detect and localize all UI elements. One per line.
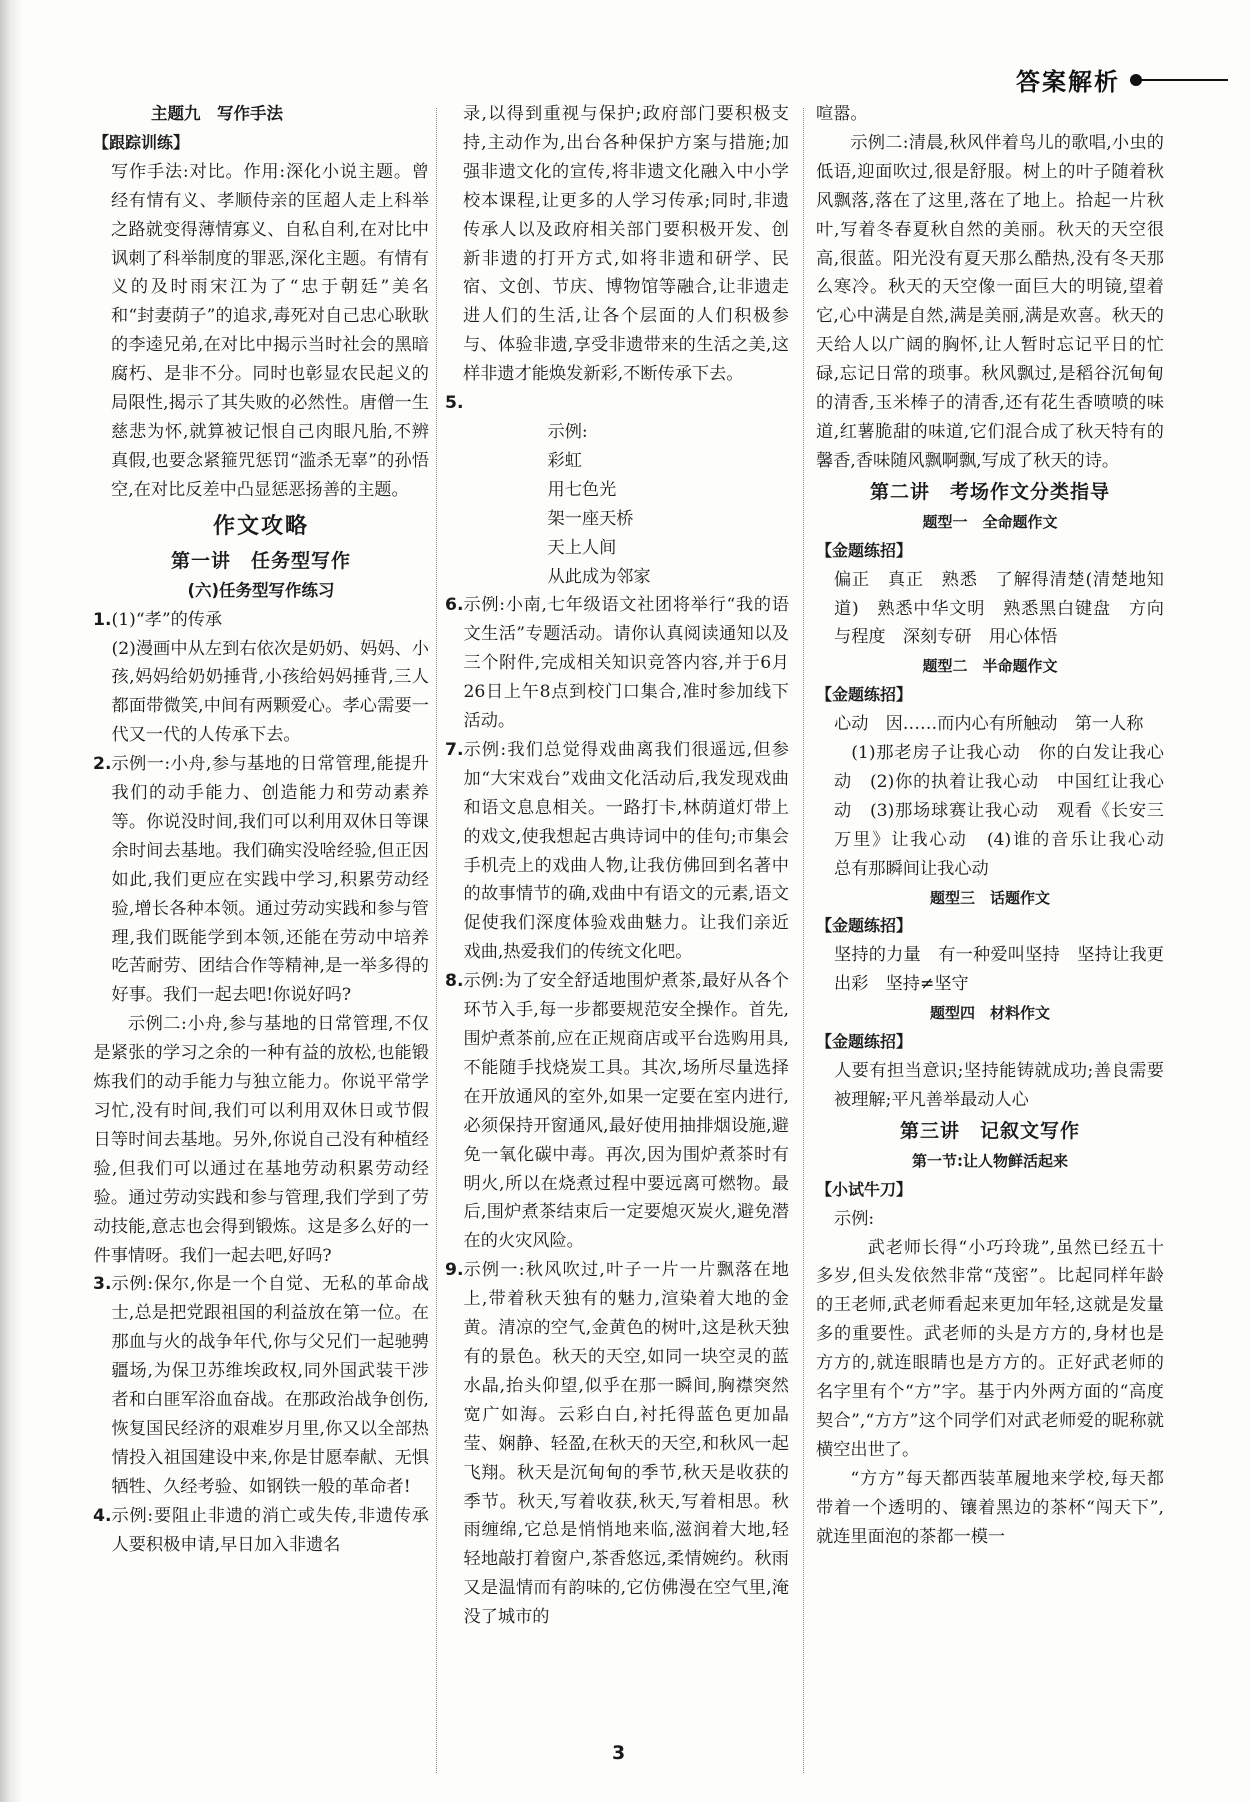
poem-line: 架一座天桥: [547, 508, 634, 529]
answer-text: 人要有担当意识;坚持能铸就成功;善良需要被理解;平凡善举最动人心: [834, 1061, 1164, 1110]
question-item: [93, 1502, 429, 1560]
type-heading: 题型一 全命题作文: [922, 512, 1058, 531]
question-number: 6.: [445, 595, 464, 616]
type-heading: 题型三 话题作文: [929, 888, 1050, 907]
answer-text: 武老师长得“小巧玲珑”,虽然已经五十多岁,但头发依然非常“茂密”。比起同样年龄的王老师,武老师看起来更加年轻,这就是发量多的重要性。武老师的头是方方的,身材也是方方的,就连眼睛也是方方的。正好武老师的名字里有个“方”字。基于内外两方面的“高度契合”,“方方”这个同学们对武老师爱的昵称就横空出世了。: [816, 1237, 1164, 1460]
question-number: 8.: [445, 971, 464, 992]
type-heading: 题型四 材料作文: [929, 1004, 1050, 1023]
question-number: 4.: [93, 1505, 112, 1526]
page-header: [1016, 62, 1228, 97]
question-number: 3.: [93, 1274, 112, 1295]
question-item: [445, 967, 789, 1256]
answer-text: 示例:保尔,你是一个自觉、无私的革命战士,总是把党跟祖国的利益放在第一位。在那血与火的战争年代,你与父兄们一起驰骋疆场,为保卫苏维埃政权,同外国武装干涉者和白匪军浴血奋战。在那政治战争创伤,恢复国民经济的艰难岁月里,你又以全部热情投入祖国建设中来,你是甘愿奉献、无惧牺牲、久经考验、如钢铁一般的革命者!: [111, 1274, 429, 1497]
practice-tag: 【金题练招】: [816, 540, 913, 560]
exercise-subtitle: (六)任务型写作练习: [187, 580, 335, 600]
question-item: [445, 1256, 789, 1632]
lecture-title: 第二讲 考场作文分类指导: [869, 480, 1110, 503]
practice-tag: 【小试牛刀】: [816, 1179, 913, 1199]
answer-text: 坚持的力量 有一种爱叫坚持 坚持让我更出彩 坚持≠坚守: [834, 945, 1164, 995]
answer-text: (1)那老房子让我心动 你的白发让我心动 (2)你的执着让我心动 中国红让我心动 (3)那场球赛让我心动 观看《长安三万里》让我心动 (4)谁的音乐让我心动 总有那瞬间让我心动: [834, 743, 1182, 879]
lecture-title: 第三讲 记叙文写作: [899, 1119, 1080, 1142]
section-heading: 第一节:让人物鲜活起来: [912, 1151, 1068, 1170]
book-binding-shadow: [0, 0, 22, 1802]
answer-text: 示例二:清晨,秋风伴着鸟儿的歌唱,小虫的低语,迎面吹过,很是舒服。树上的叶子随着秋风飘落,落在了这里,落在了地上。拾起一片秋叶,写着冬春夏秋自然的美丽。秋天的天空很高,很蓝。阳光没有夏天那么酷热,没有冬天那么寒冷。秋天的天空像一面巨大的明镜,望着它,心中满是自然,满是美丽,满是欢喜。秋天的天给人以广阔的胸怀,让人暂时忘记平日的忙碌,忘记日常的琐事。秋风飘过,是稻谷沉甸甸的清香,玉米棒子的清香,还有花生香喷喷的味道,红薯脆甜的味道,它们混合成了秋天特有的馨香,香味随风飘啊飘,写成了秋天的诗。: [816, 132, 1164, 471]
column-divider: [436, 108, 437, 1773]
page-number: 3: [612, 1742, 626, 1764]
column-middle: [445, 100, 789, 1632]
answer-text: 偏正 真正 熟悉 了解得清楚(清楚地知道) 熟悉中华文明 熟悉黑白键盘 方向与程度 深刻专研 用心体悟: [834, 569, 1164, 648]
answer-text: 录,以得到重视与保护;政府部门要积极支持,主动作为,出台各种保护方案与措施;加强非遗文化的宣传,将非遗文化融入中小学校本课程,让更多的人学习传承;同时,非遗传承人以及政府相关部门要积极开发、创新非遗的打开方式,如将非遗和研学、民宿、文创、节庆、博物馆等融合,让非遗走进人们的生活,让各个层面的人们积极参与、体验非遗,享受非遗带来的生活之美,这样非遗才能焕发新彩,不断传承下去。: [463, 104, 789, 385]
section-title: 作文攻略: [212, 513, 309, 539]
tracking-answer: 写作手法:对比。作用:深化小说主题。曾经有情有义、孝顺侍亲的匡超人走上科举之路就变得薄情寡义、自私自利,在对比中讽刺了科举制度的罪恶,深化主题。有情有义的及时雨宋江为了“忠于朝廷”美名和“封妻荫子”的追求,毒死对自己忠心耿耿的李逵兄弟,在对比中揭示当时社会的黑暗腐朽、是非不分。同时也彰显农民起义的局限性,揭示了其失败的必然性。唐僧一生慈悲为怀,就算被记恨自己肉眼凡胎,不辨真假,也要念紧箍咒惩罚“滥杀无辜”的孙悟空,在对比反差中凸显惩恶扬善的主题。: [111, 161, 429, 500]
answer-text: “方方”每天都西装革履地来学校,每天都带着一个透明的、镶着黑边的茶杯“闯天下”,就连里面泡的茶都一模一: [816, 1468, 1164, 1547]
question-number: 9.: [445, 1260, 464, 1281]
type-heading: 题型二 半命题作文: [922, 657, 1058, 676]
question-item: [93, 1270, 429, 1501]
question-number: 2.: [93, 754, 112, 775]
answer-text: (2)漫画中从左到右依次是奶奶、妈妈、小孩,妈妈给奶奶捶背,小孩给妈妈捶背,三人都面带微笑,中间有两颗爱心。孝心需要一代又一代的人传承下去。: [111, 638, 429, 746]
question-item: [93, 606, 429, 751]
header-title: 答案解析: [1016, 68, 1120, 96]
practice-tag: 【金题练招】: [816, 685, 913, 705]
answer-text: 喧嚣。: [816, 104, 868, 124]
poem-line: 从此成为邻家: [547, 566, 651, 587]
lecture-title: 第一讲 任务型写作: [170, 549, 351, 572]
practice-tag: 【金题练招】: [816, 916, 913, 936]
poem-line: 示例:: [547, 421, 588, 442]
poem: [464, 418, 790, 591]
poem-line: 用七色光: [547, 479, 617, 500]
tracking-training-tag: 【跟踪训练】: [93, 132, 190, 152]
example-label: 示例:: [834, 1208, 875, 1229]
question-number: 1.: [93, 609, 112, 630]
column-left: [93, 100, 429, 1560]
answer-text: 示例一:秋风吹过,叶子一片一片飘落在地上,带着秋天独有的魅力,渲染着大地的金黄。清凉的空气,金黄色的树叶,这是秋天独有的景色。秋天的天空,如同一块空灵的蓝水晶,抬头仰望,似乎在那一瞬间,胸襟突然宽广如海。云彩白白,衬托得蓝色更加晶莹、娴静、轻盈,在秋天的天空,和秋风一起飞翔。秋天是沉甸甸的季节,秋天是收获的季节。秋天,写着收获,秋天,写着相思。秋雨缠绵,它总是悄悄地来临,滋润着大地,轻轻地敲打着窗户,茶香悠远,柔情婉约。秋雨又是温情而有韵味的,它仿佛漫在空气里,淹没了城市的: [463, 1260, 789, 1628]
answer-text: 示例:为了安全舒适地围炉煮茶,最好从各个环节入手,每一步都要规范安全操作。首先,围炉煮茶前,应在正规商店或平台选购用具,不能随手找烧炭工具。其次,场所尽量选择在开放通风的室外,如果一定要在室内进行,必须保持开窗通风,最好使用抽排烟设施,避免一氧化碳中毒。再次,因为围炉煮茶时有明火,所以在烧煮过程中要远离可燃物。最后,围炉煮茶结束后一定要熄灭炭火,避免潜在的火灾风险。: [463, 971, 789, 1252]
answer-text: 示例:我们总觉得戏曲离我们很遥远,但参加“大宋戏台”戏曲文化活动后,我发现戏曲和语文息息相关。一路打卡,林荫道灯带上的戏文,使我想起古典诗词中的佳句;市集会手机壳上的戏曲人物,让我仿佛回到名著中的故事情节的确,戏曲中有语文的元素,语文促使我们深度体验戏曲魅力。让我们亲近戏曲,热爱我们的传统文化吧。: [463, 739, 789, 963]
header-dot-icon: [1130, 74, 1142, 86]
answer-text: 示例:小南,七年级语文社团将举行“我的语文生活”专题活动。请你认真阅读通知以及三个附件,完成相关知识竞答内容,并于6月26日上午8点到校门口集合,准时参加线下活动。: [463, 595, 789, 732]
column-divider: [803, 108, 804, 1773]
column-right: [816, 100, 1182, 1552]
answer-text: 示例二:小舟,参与基地的日常管理,不仅是紧张的学习之余的一种有益的放松,也能锻炼我们的动手能力与独立能力。你说平常学习忙,没有时间,我们可以利用双休日或节假日等时间去基地。另外,你说自己没有种植经验,但我们可以通过在基地劳动积累劳动经验。通过劳动实践和参与管理,我们学到了劳动技能,意志也会得到锻炼。这是多么好的一件事情呀。我们一起去吧,好吗?: [93, 1014, 429, 1266]
answer-text: 心动 因……而内心有所触动 第一人称: [834, 714, 1144, 735]
question-item: [445, 736, 789, 967]
poem-line: 天上人间: [547, 537, 617, 558]
practice-tag: 【金题练招】: [816, 1032, 913, 1052]
question-number: 5.: [445, 393, 464, 414]
answer-text: (1)“孝”的传承: [111, 609, 223, 630]
answer-text: 示例一:小舟,参与基地的日常管理,能提升我们的动手能力、创造能力和劳动素养等。你说没时间,我们可以利用双休日等课余时间去基地。我们确实没啥经验,但正因如此,我们更应在实践中学习,积累劳动经验,增长各种本领。通过劳动实践和参与管理,我们既能学到本领,还能在劳动中培养吃苦耐劳、团结合作等精神,是一举多得的好事。我们一起去吧!你说好吗?: [111, 754, 429, 1006]
answer-text: 示例:要阻止非遗的消亡或失传,非遗传承人要积极申请,早日加入非遗名: [111, 1505, 429, 1555]
question-number: 7.: [445, 739, 464, 760]
header-rule: [1142, 79, 1228, 81]
question-item: [445, 591, 789, 736]
topic-heading: 主题九 写作手法: [151, 104, 283, 123]
question-item: [93, 750, 429, 1270]
poem-line: 彩虹: [547, 450, 582, 471]
question-item: [445, 389, 789, 591]
